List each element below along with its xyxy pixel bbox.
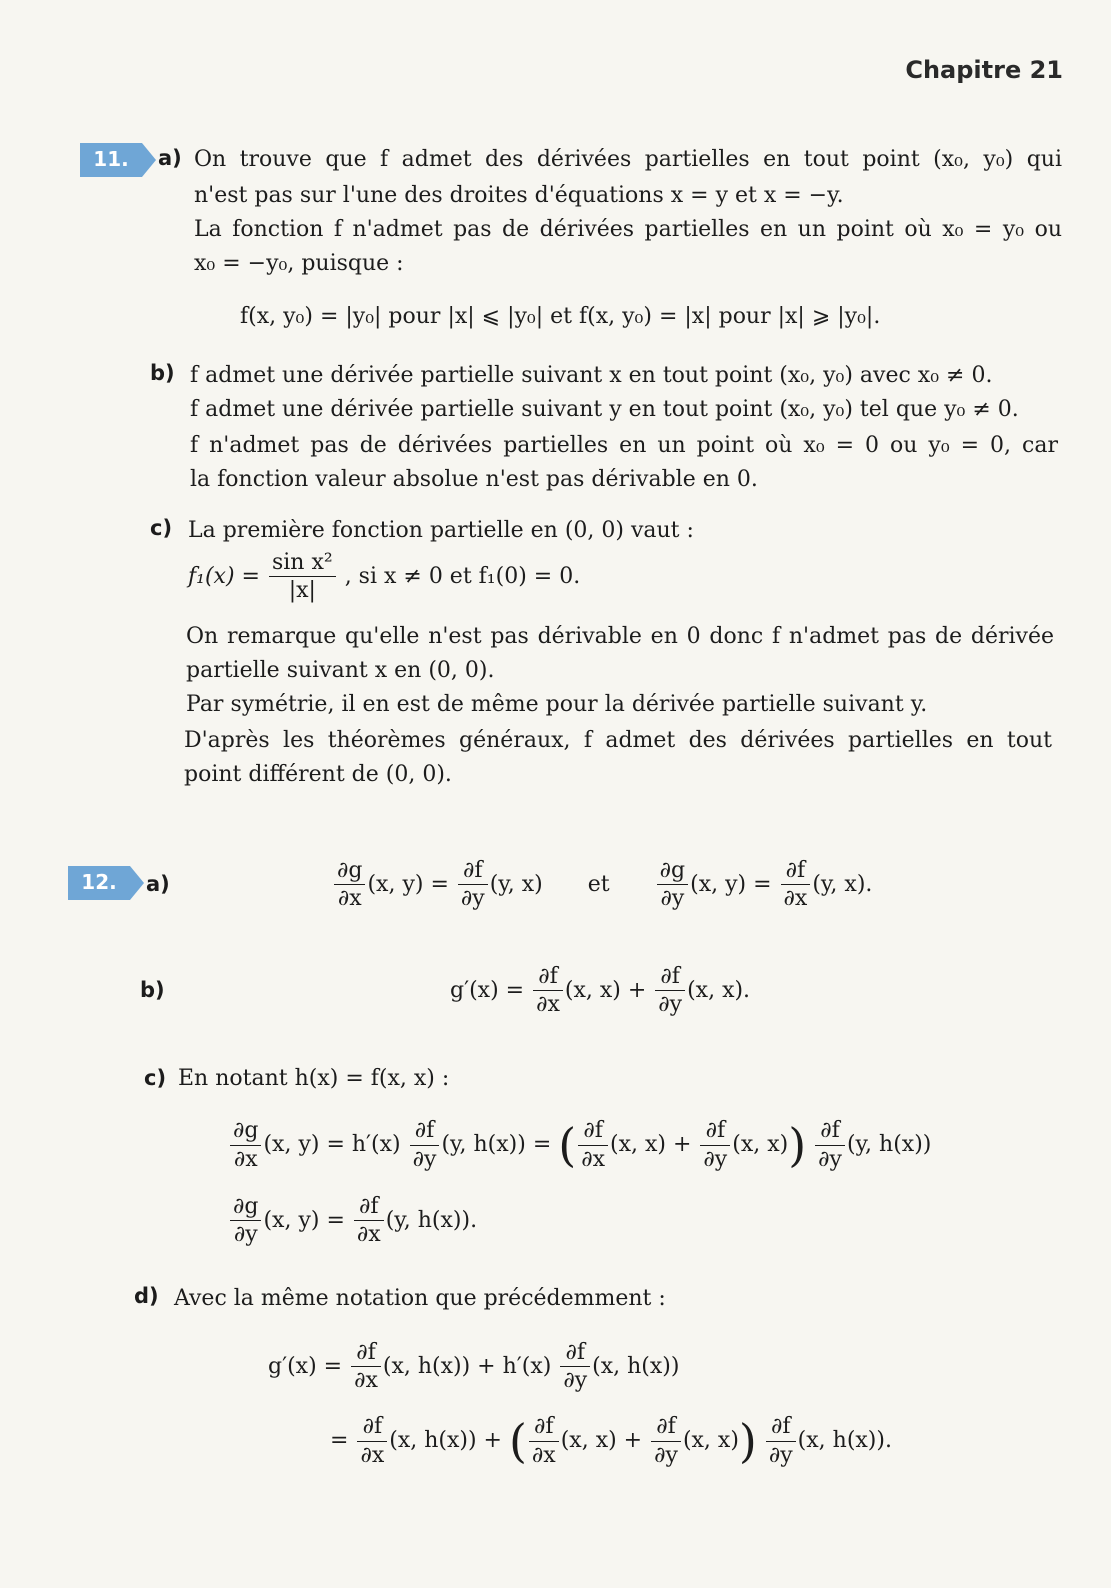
text-line: n'est pas sur l'une des droites d'équations x = y et x = −y. [194, 183, 844, 208]
part-b-label: b) [150, 361, 175, 385]
part-d-label: d) [134, 1284, 159, 1308]
text-line: En notant h(x) = f(x, x) : [178, 1066, 450, 1091]
numerator: ∂f [354, 1194, 384, 1221]
fraction [230, 1194, 261, 1248]
text-line: Par symétrie, il en est de même pour la dérivée partielle suivant y. [186, 692, 928, 717]
text-line: Avec la même notation que précédemment : [174, 1286, 666, 1311]
fraction [651, 1414, 681, 1468]
part-c-label: c) [144, 1066, 167, 1090]
fraction [815, 1118, 845, 1172]
numerator: ∂f [766, 1414, 796, 1441]
denominator: ∂x [337, 886, 362, 912]
fraction [529, 1414, 559, 1468]
exercise-12-badge [68, 866, 146, 900]
paren-open: ( [558, 1118, 577, 1172]
denominator: ∂x [354, 1368, 378, 1394]
text-line: f n'admet pas de dérivées partielles en un point où x₀ = 0 ou y₀ = 0, car [190, 433, 1058, 458]
formula [450, 964, 750, 1018]
text-line: D'après les théorèmes généraux, f admet des dérivées partielles en tout [184, 728, 1052, 753]
denominator: ∂y [563, 1368, 588, 1394]
numerator: ∂g [230, 1194, 261, 1221]
formula-part: = [330, 1428, 349, 1453]
formula-part: (x, y) = [367, 871, 449, 897]
text-line: La première fonction partielle en (0, 0) vaut : [188, 518, 694, 543]
denominator: ∂x [531, 1442, 556, 1468]
formula [330, 1414, 892, 1468]
numerator: ∂f [357, 1414, 387, 1441]
paren-close: ) [738, 1414, 757, 1468]
fraction [657, 858, 688, 912]
denominator: ∂y [460, 886, 485, 912]
formula-part: (y, h(x)). [385, 1207, 478, 1233]
formula-part: et [587, 871, 610, 897]
denominator: ∂x [356, 1222, 381, 1248]
numerator: ∂g [657, 858, 688, 885]
denominator: ∂y [660, 886, 685, 912]
paren-close: ) [788, 1118, 807, 1172]
text-line: f admet une dérivée partielle suivant x en tout point (x₀, y₀) avec x₀ ≠ 0. [190, 363, 993, 388]
text-line: On trouve que f admet des dérivées partielles en tout point (x₀, y₀) qui [194, 147, 1062, 172]
denominator: ∂y [703, 1146, 728, 1172]
formula-part: (x, x). [687, 977, 751, 1003]
fraction [560, 1340, 590, 1394]
formula-part: (x, y) = [263, 1207, 345, 1233]
fraction [269, 550, 336, 604]
numerator: ∂f [578, 1118, 608, 1145]
text-line: On remarque qu'elle n'est pas dérivable en 0 donc f n'admet pas de dérivée [186, 624, 1054, 649]
fraction [351, 1340, 381, 1394]
text-line: f admet une dérivée partielle suivant y en tout point (x₀, y₀) tel que y₀ ≠ 0. [190, 397, 1019, 422]
fraction [781, 858, 811, 912]
denominator: ∂y [233, 1222, 258, 1248]
denominator: ∂y [818, 1146, 842, 1172]
part-a-label: a) [158, 146, 182, 170]
numerator: ∂f [700, 1118, 730, 1145]
denominator: ∂x [536, 992, 560, 1018]
denominator: ∂y [654, 1442, 678, 1468]
formula-part: (x, h(x)) + h′(x) [382, 1353, 552, 1379]
formula-part: (x, x) + [564, 977, 647, 1003]
text-line: partielle suivant x en (0, 0). [186, 658, 495, 683]
formula-part: g′(x) = [268, 1353, 343, 1379]
numerator: ∂f [458, 858, 488, 885]
formula-part: (x, h(x)) [592, 1353, 680, 1379]
text-line: la fonction valeur absolue n'est pas dérivable en 0. [190, 467, 758, 492]
numerator: sin x² [269, 550, 336, 577]
formula [228, 1118, 931, 1172]
formula-part: (x, x) + [560, 1428, 643, 1453]
formula [188, 550, 580, 604]
numerator: ∂f [655, 964, 685, 991]
formula [228, 1194, 477, 1248]
numerator: ∂f [410, 1118, 440, 1145]
denominator: ∂x [233, 1146, 258, 1172]
formula-part: (x, h(x)). [797, 1428, 892, 1453]
denominator: ∂x [360, 1442, 385, 1468]
numerator: ∂f [533, 964, 563, 991]
fraction [334, 858, 365, 912]
denominator: ∂x [581, 1146, 606, 1172]
formula-part: g′(x) = [450, 977, 525, 1003]
part-b-label: b) [140, 978, 165, 1002]
numerator: ∂f [781, 858, 811, 885]
formula: f(x, y₀) = |y₀| pour |x| ⩽ |y₀| et f(x, y₀) = |x| pour |x| ⩾ |y₀|. [240, 304, 881, 329]
part-c-label: c) [150, 516, 173, 540]
formula-part: (x, y) = h′(x) [263, 1132, 401, 1157]
numerator: ∂f [815, 1118, 845, 1145]
paren-open: ( [508, 1414, 527, 1468]
fraction [655, 964, 685, 1018]
text-line: La fonction f n'admet pas de dérivées partielles en un point où x₀ = y₀ ou [194, 217, 1062, 242]
formula-part: f₁(x) = [188, 563, 260, 589]
formula-part: (x, x) + [610, 1132, 692, 1157]
fraction [700, 1118, 730, 1172]
numerator: ∂f [529, 1414, 559, 1441]
denominator: ∂x [783, 886, 808, 912]
formula-part: , si x ≠ 0 et f₁(0) = 0. [344, 563, 581, 589]
fraction [230, 1118, 261, 1172]
formula-part: (y, h(x)) = [441, 1132, 552, 1157]
fraction [354, 1194, 384, 1248]
formula-part: (x, y) = [690, 871, 772, 897]
exercise-11-badge [80, 143, 158, 177]
denominator: ∂y [658, 992, 683, 1018]
formula-part: (x, x) [732, 1132, 789, 1157]
fraction [533, 964, 563, 1018]
formula-part: (x, x) [682, 1428, 739, 1453]
numerator: ∂g [230, 1118, 261, 1145]
fraction [357, 1414, 387, 1468]
chapter-header: Chapitre 21 [905, 56, 1063, 84]
denominator: ∂y [412, 1146, 437, 1172]
denominator: ∂y [768, 1442, 793, 1468]
numerator: ∂f [560, 1340, 590, 1367]
text-line: x₀ = −y₀, puisque : [194, 251, 404, 276]
exercise-number: 11. [93, 147, 129, 171]
formula-part: (y, h(x)) [846, 1132, 932, 1157]
fraction [766, 1414, 796, 1468]
formula [268, 1340, 679, 1394]
formula-part: (x, h(x)) + [389, 1428, 502, 1453]
formula-part: (y, x). [812, 871, 873, 897]
formula [332, 858, 872, 912]
numerator: ∂g [334, 858, 365, 885]
denominator: |x| [288, 578, 316, 604]
numerator: ∂f [351, 1340, 381, 1367]
fraction [410, 1118, 440, 1172]
text-line: point différent de (0, 0). [184, 762, 452, 787]
fraction [458, 858, 488, 912]
numerator: ∂f [651, 1414, 681, 1441]
exercise-number: 12. [81, 870, 117, 894]
fraction [578, 1118, 608, 1172]
formula-part: (y, x) [489, 871, 543, 897]
part-a-label: a) [146, 872, 170, 896]
